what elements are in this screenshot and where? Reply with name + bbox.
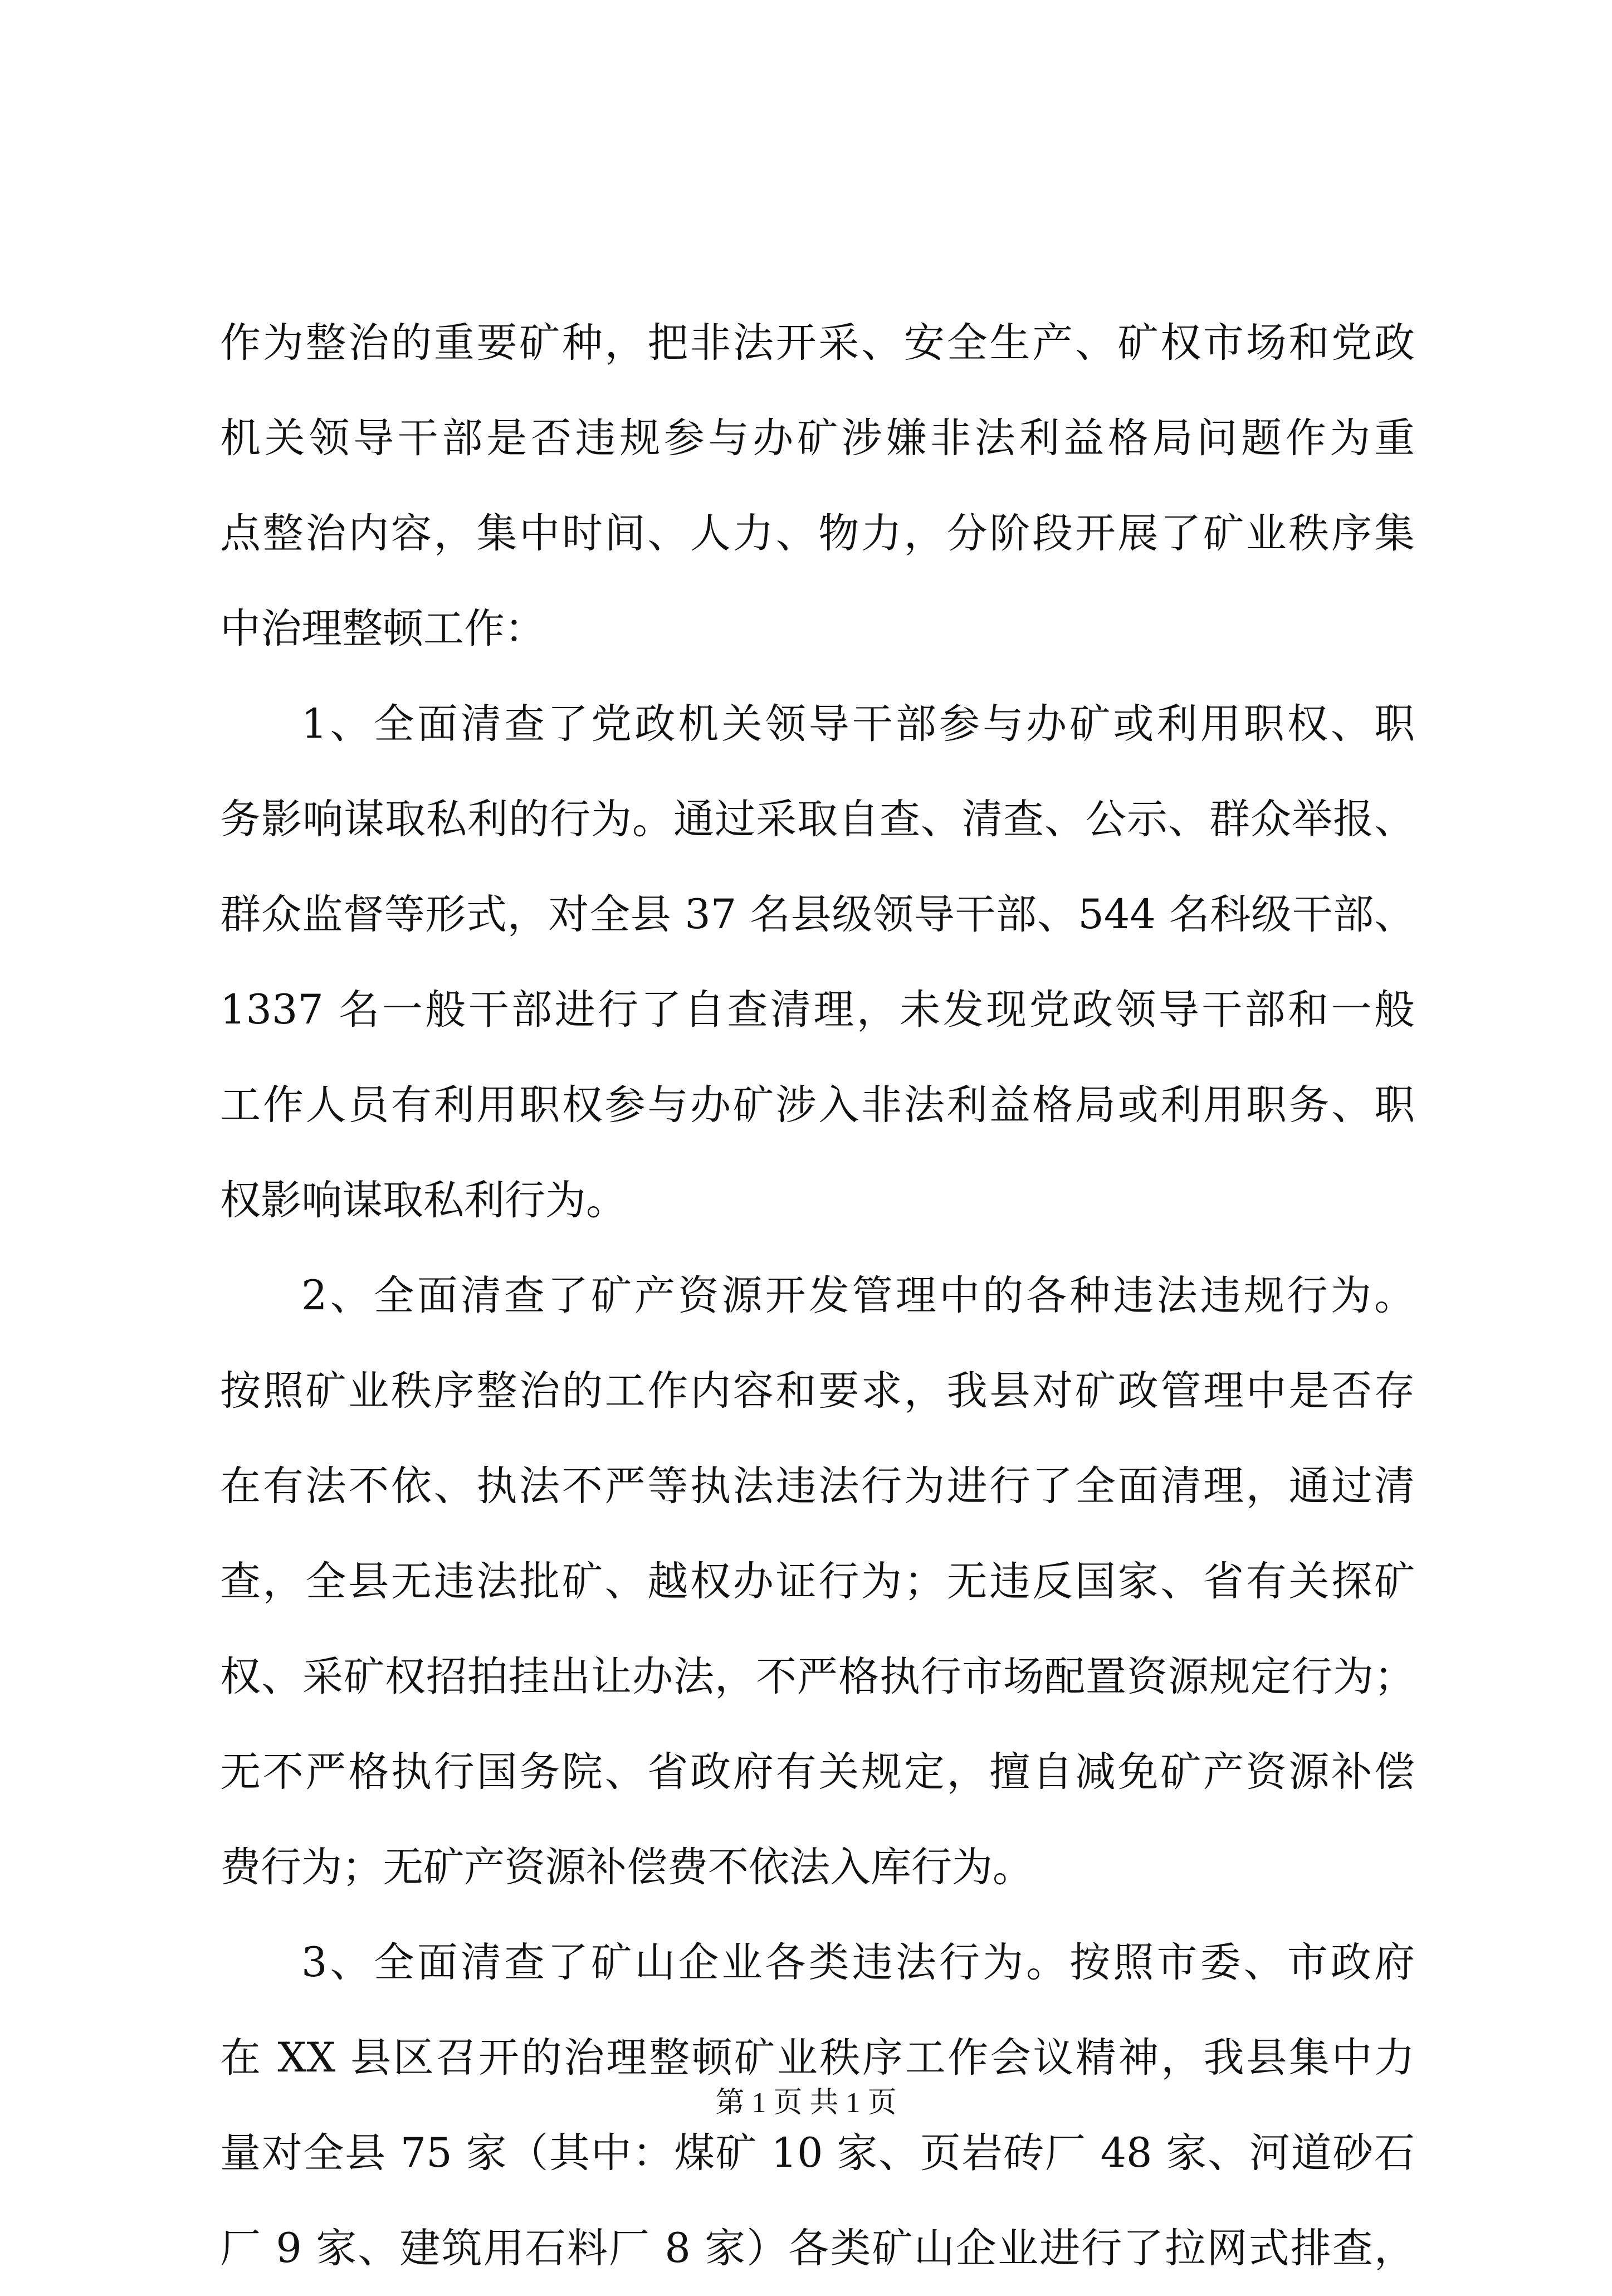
paragraph-2-first-line: 2、全面清查了矿产资源开发管理中的各种违法违规行为。 (301, 1272, 1415, 1319)
text-line: 权、采矿权招拍挂出让办法，不严格执行市场配置资源规定行为； (220, 1653, 1415, 1700)
text-line: 务影响谋取私利的行为。通过采取自查、清查、公示、群众举报、 (220, 796, 1415, 843)
text-line: 在有法不依、执法不严等执法违法行为进行了全面清理，通过清 (220, 1463, 1415, 1510)
text-line: 在 XX 县区召开的治理整顿矿业秩序工作会议精神，我县集中力 (220, 2034, 1415, 2081)
text-line: 中治理整顿工作： (220, 605, 545, 652)
paragraph-3-first-line: 3、全面清查了矿山企业各类违法行为。按照市委、市政府 (301, 1939, 1415, 1986)
text-line: 费行为；无矿产资源补偿费不依法入库行为。 (220, 1844, 1033, 1891)
text-line: 量对全县 75 家（其中：煤矿 10 家、页岩砖厂 48 家、河道砂石 (220, 2129, 1415, 2177)
text-line: 按照矿业秩序整治的工作内容和要求，我县对矿政管理中是否存 (220, 1367, 1415, 1415)
text-line: 1337 名一般干部进行了自查清理，未发现党政领导干部和一般 (220, 986, 1415, 1034)
text-line: 查，全县无违法批矿、越权办证行为；无违反国家、省有关探矿 (220, 1558, 1415, 1605)
text-line: 作为整治的重要矿种，把非法开采、安全生产、矿权市场和党政 (220, 319, 1415, 367)
paragraph-1-first-line: 1、全面清查了党政机关领导干部参与办矿或利用职权、职 (301, 700, 1415, 748)
text-line: 群众监督等形式，对全县 37 名县级领导干部、544 名科级干部、 (220, 891, 1415, 938)
page-number-footer: 第 1 页 共 1 页 (715, 2087, 897, 2119)
text-line: 厂 9 家、建筑用石料厂 8 家）各类矿山企业进行了拉网式排查， (220, 2225, 1415, 2272)
document-body (220, 295, 1415, 2296)
text-line: 点整治内容，集中时间、人力、物力，分阶段开展了矿业秩序集 (220, 510, 1415, 557)
text-line: 无不严格执行国务院、省政府有关规定，擅自减免矿产资源补偿 (220, 1748, 1415, 1796)
text-line: 机关领导干部是否违规参与办矿涉嫌非法利益格局问题作为重 (220, 415, 1415, 462)
text-line: 权影响谋取私利行为。 (220, 1177, 627, 1224)
text-line: 工作人员有利用职权参与办矿涉入非法利益格局或利用职务、职 (220, 1081, 1415, 1129)
